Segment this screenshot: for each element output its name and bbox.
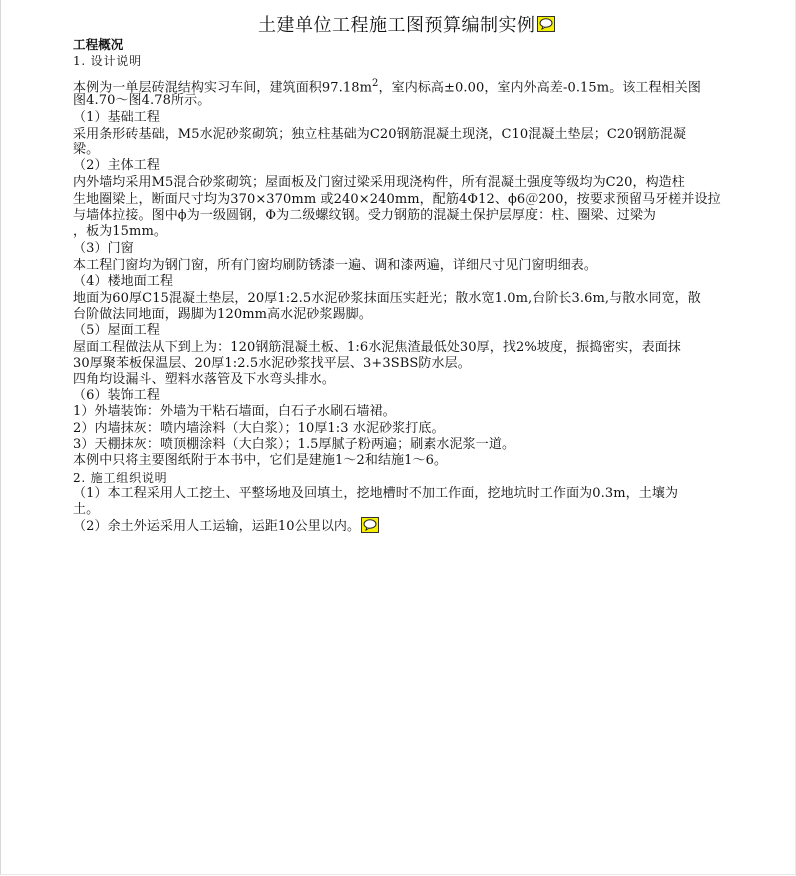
foundation-text-cont: 梁。 <box>73 142 100 157</box>
overview-heading: 工程概况 <box>73 37 124 52</box>
decoration-item-2: 2）内墙抹灰：喷内墙涂料（大白浆）；10厚1:3 水泥砂浆打底。 <box>73 421 445 436</box>
section-organization-heading: 2. 施工组织说明 <box>73 471 168 485</box>
foundation-heading: （1）基础工程 <box>73 110 160 125</box>
organization-item-1: （1）本工程采用人工挖土、平整场地及回填土，挖地槽时不加工作面，挖地坑时工作面为0.3m，土壤为 <box>73 486 679 501</box>
organization-item-1-cont: 土。 <box>73 502 100 517</box>
main-structure-text-4: ，板为15mm。 <box>73 224 167 239</box>
intro-line-2: 图4.70～图4.78所示。 <box>73 93 211 108</box>
section-design-heading: 1. 设计说明 <box>73 54 142 68</box>
decoration-item-1: 1）外墙装饰：外墙为干粘石墙面，白石子水刷石墙裙。 <box>73 404 396 419</box>
decoration-item-3: 3）天棚抹灰：喷顶棚涂料（大白浆）；1.5厚腻子粉两遍；刷素水泥浆一道。 <box>73 437 516 452</box>
roof-heading: （5）屋面工程 <box>73 323 160 338</box>
doors-heading: （3）门窗 <box>73 241 134 256</box>
intro-line-1: 本例为一单层砖混结构实习车间，建筑面积$97.18m^2$，室内标高±0.00，室内外高差-0.15m。该工程相关图 <box>73 78 701 96</box>
roof-text-1: 屋面工程做法从下到上为：120钢筋混凝土板、1:6水泥焦渣最低处30厚，找2%坡度，振捣密实，表面抹 <box>73 340 681 355</box>
floor-text-1: 地面为60厚C15混凝土垫层，20厚1:2.5水泥砂浆抹面压实赶光；散水宽1.0m,台阶长3.6m,与散水同宽，散 <box>73 291 701 306</box>
floor-text-2: 台阶做法同地面，踢脚为120mm高水泥砂浆踢脚。 <box>73 307 372 322</box>
drawings-note: 本例中只将主要图纸附于本书中，它们是建施1～2和结施1～6。 <box>73 453 448 468</box>
doors-text: 本工程门窗均为钢门窗，所有门窗均刷防锈漆一遍、调和漆两遍，详细尺寸见门窗明细表。 <box>73 258 598 273</box>
decoration-heading: （6）装饰工程 <box>73 388 160 403</box>
document-title: 土建单位工程施工图预算编制实例 <box>258 14 555 38</box>
roof-text-2: 30厚聚苯板保温层、20厚1:2.5水泥砂浆找平层、3+3SBS防水层。 <box>73 356 471 371</box>
comment-note-icon[interactable] <box>537 16 555 32</box>
main-structure-text-1: 内外墙均采用M5混合砂浆砌筑；屋面板及门窗过梁采用现浇构件，所有混凝土强度等级均为C20，构造柱 <box>73 175 685 190</box>
main-structure-heading: （2）主体工程 <box>73 158 160 173</box>
roof-text-3: 四角均设漏斗、塑料水落管及下水弯头排水。 <box>73 372 336 387</box>
foundation-text: 采用条形砖基础，M5水泥砂浆砌筑；独立柱基础为C20钢筋混凝土现浇，C10混凝土垫层；C20钢筋混凝 <box>73 127 687 142</box>
comment-note-icon[interactable] <box>361 517 379 533</box>
floor-heading: （4）楼地面工程 <box>73 274 174 289</box>
main-structure-text-2: 生地圈梁上，断面尺寸均为370×370mm 或240×240mm，配筋4Φ12、ϕ6＠200，按要求预留马牙槎并设拉 <box>73 192 721 207</box>
organization-item-2: （2）余土外运采用人工运输，运距10公里以内。 <box>73 518 379 536</box>
main-structure-text-3: 与墙体拉接。图中ϕ为一级圆钢，Φ为二级螺纹钢。受力钢筋的混凝土保护层厚度：柱、圈梁、过梁为 <box>73 208 657 223</box>
